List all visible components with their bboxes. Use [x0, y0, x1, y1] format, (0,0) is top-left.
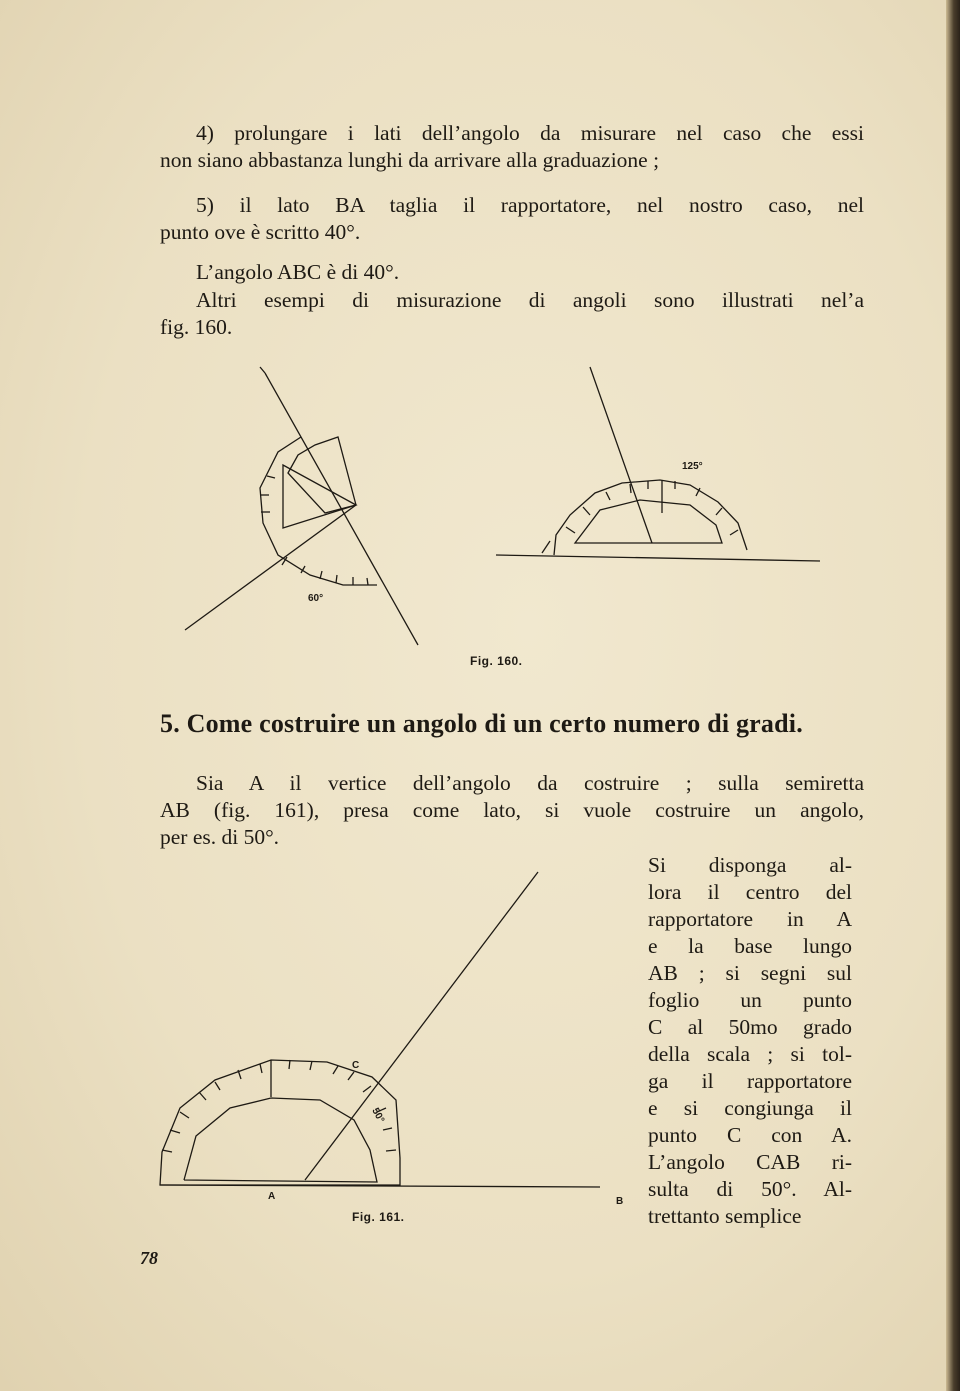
side-column-line: AB ; si segni sul: [648, 961, 852, 985]
figure-161-protractor-outline: [160, 1060, 400, 1185]
paragraph-4-line-1: 4) prolungare i lati dell’angolo da misurare nel caso che essi: [196, 121, 864, 145]
figure-160-caption: Fig. 160.: [470, 654, 523, 668]
section-heading: 5. Come costruire un angolo di un certo numero di gradi.: [160, 709, 803, 738]
side-column-line: foglio un punto: [648, 988, 852, 1012]
body-line-2: AB (fig. 161), presa come lato, si vuole costruire un angolo,: [160, 798, 864, 822]
figure-161-label-c: C: [352, 1060, 360, 1071]
side-column-line: trettanto semplice: [648, 1204, 802, 1228]
body-line-1: Sia A il vertice dell’angolo da costruire ; sulla semiretta: [196, 771, 864, 795]
side-column-line: e la base lungo: [648, 934, 852, 958]
figure-161-inner-arc: [184, 1098, 377, 1182]
paragraph-angle-result: L’angolo ABC è di 40°.: [196, 260, 400, 284]
figure-160-right-ray: [590, 367, 652, 543]
side-column-line: C al 50mo grado: [648, 1015, 852, 1039]
figure-161-caption: Fig. 161.: [352, 1210, 405, 1224]
side-column-line: ga il rapportatore: [648, 1069, 852, 1093]
side-column-line: L’angolo CAB ri-: [648, 1150, 852, 1174]
figure-161-label-50: 50°: [369, 1106, 387, 1125]
side-column-line: della scala ; si tol-: [648, 1042, 852, 1066]
figure-161-label-a: A: [268, 1191, 276, 1202]
paragraph-examples-line-2: fig. 160.: [160, 315, 233, 339]
figure-160-right-base: [496, 555, 820, 561]
side-column-line: Si disponga al-: [648, 853, 852, 877]
book-edge: [946, 0, 960, 1391]
paragraph-examples-line-1: Altri esempi di misurazione di angoli sono illustrati nel’a: [196, 288, 864, 312]
figure-161-ray-ac: [305, 872, 538, 1180]
figure-160-left-ray-1: [265, 373, 418, 645]
figure-161: [140, 860, 640, 1230]
figure-160-label-left: 60°: [308, 593, 324, 604]
figure-160-label-right: 125°: [682, 461, 703, 472]
figure-160: [170, 345, 850, 675]
side-column-line: e si congiunga il: [648, 1096, 852, 1120]
side-column-line: sulta di 50°. Al-: [648, 1177, 852, 1201]
figure-160-left-ray-2: [185, 505, 356, 630]
paragraph-4-line-2: non siano abbastanza lunghi da arrivare alla graduazione ;: [160, 148, 660, 172]
figure-161-label-b: B: [616, 1196, 624, 1207]
side-column-line: rapportatore in A: [648, 907, 852, 931]
side-column-line: lora il centro del: [648, 880, 852, 904]
paragraph-5-line-1: 5) il lato BA taglia il rapportatore, nel nostro caso, nel: [196, 193, 864, 217]
paragraph-5-line-2: punto ove è scritto 40°.: [160, 220, 361, 244]
figure-160-right-protractor: [554, 480, 747, 555]
page-number: 78: [140, 1248, 158, 1268]
body-line-3: per es. di 50°.: [160, 825, 280, 849]
side-column-line: punto C con A.: [648, 1123, 852, 1147]
